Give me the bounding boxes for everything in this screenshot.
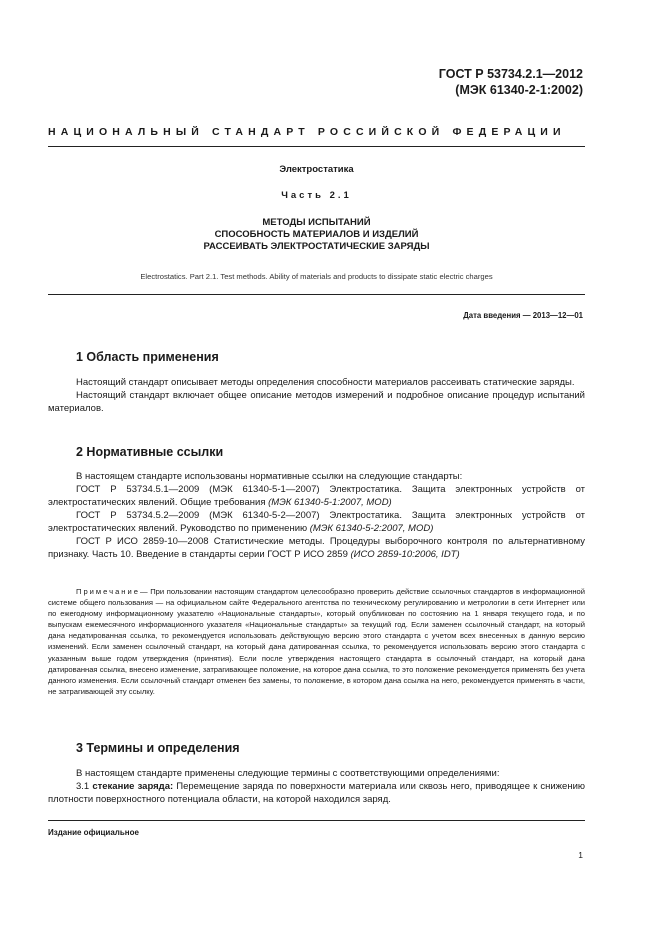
section-2-heading: 2 Нормативные ссылки xyxy=(76,445,224,459)
introduction-date: Дата введения — 2013—12—01 xyxy=(463,311,583,320)
page-number: 1 xyxy=(578,850,583,860)
edition-label: Издание официальное xyxy=(48,828,139,837)
reference-item: ГОСТ Р ИСО 2859-10—2008 Статистические методы. Процедуры выборочного контроля по альтернативному признаку. Часть 10. Введение в стандарты серии ГОСТ Р ИСО 2859 (ИСО 2859-10:2006, IDT) xyxy=(48,536,585,560)
term-definition: 3.1 стекание заряда: Перемещение заряда по поверхности материала или сквозь него, приводящее к снижению плотности поверхностного потенциала области, на которой находился заряд. xyxy=(48,781,585,805)
main-title xyxy=(48,217,585,253)
main-title-line: СПОСОБНОСТЬ МАТЕРИАЛОВ И ИЗДЕЛИЙ xyxy=(214,229,419,240)
header-rule xyxy=(48,146,585,147)
note-block xyxy=(48,586,585,697)
topic-title: Электростатика xyxy=(279,164,354,175)
part-title: Часть 2.1 xyxy=(281,190,352,201)
title-rule xyxy=(48,294,585,295)
term: стекание заряда: xyxy=(92,781,174,792)
paragraph: В настоящем стандарте использованы нормативные ссылки на следующие стандарты: xyxy=(76,471,463,482)
reference-item: ГОСТ Р 53734.5.1—2009 (МЭК 61340-5-1—2007) Электростатика. Защита электронных устройств от электростатических явлений. Общие требования (МЭК 61340-5-1:2007, MOD) xyxy=(48,484,585,508)
paragraph: Настоящий стандарт включает общее описание методов измерений и подробное описание процедур испытаний материалов. xyxy=(48,390,585,414)
reference-item: ГОСТ Р 53734.5.2—2009 (МЭК 61340-5-2—2007) Электростатика. Защита электронных устройств от электростатических явлений. Руководство по применению (МЭК 61340-5-2:2007, MOD) xyxy=(48,510,585,534)
paragraph: Настоящий стандарт описывает методы определения способности материалов рассеивать статические заряды. xyxy=(76,377,575,388)
main-title-line: РАССЕИВАТЬ ЭЛЕКТРОСТАТИЧЕСКИЕ ЗАРЯДЫ xyxy=(203,241,430,252)
section-1-heading: 1 Область применения xyxy=(76,350,219,364)
paragraph: В настоящем стандарте применены следующие термины с соответствующими определениями: xyxy=(76,768,500,779)
section-1-body xyxy=(48,376,585,415)
section-3-heading: 3 Термины и определения xyxy=(76,741,240,755)
section-3-body xyxy=(48,767,585,806)
footer-rule xyxy=(48,820,585,821)
main-title-line: МЕТОДЫ ИСПЫТАНИЙ xyxy=(262,217,371,228)
document-code xyxy=(439,66,583,98)
section-2-body xyxy=(48,470,585,561)
iec-number: (МЭК 61340-2-1:2002) xyxy=(455,83,583,97)
english-title: Electrostatics. Part 2.1. Test methods. Ability of materials and products to dissipate static electric charges xyxy=(140,272,493,281)
gost-number: ГОСТ Р 53734.2.1—2012 xyxy=(438,67,583,81)
note-label: Примечание xyxy=(76,587,140,596)
note-text: — При пользовании настоящим стандартом целесообразно проверить действие ссылочных стандартов в информационной системе общего пользования — на официальном сайте Федерального агентства по техническому регулированию и метрологии в сети Интернет или по ежегодному информационному указателю «Национальные стандарты», который опубликован по состоянию на 1 января текущего года, и по выпускам ежемесячного информационного указателя «Национальные стандарты» за текущий год. Если заменен ссылочный стандарт, на который дана недатированная ссылка, то рекомендуется использовать действующую версию этого стандарта с учетом всех внесенных в данную версию изменений. Если заменен ссылочный стандарт, на который дана датированная ссылка, то рекомендуется использовать версию этого стандарта с указанным выше годом утверждения (принятия). Если после утверждения настоящего стандарта в ссылочный стандарт, на который дана датированная ссылка, внесено изменение, затрагивающее положение, на которое дана ссылка, то это положение рекомендуется применять без учета данного изменения. Если ссылочный стандарт отменен без замены, то положение, в котором дана ссылка на него, рекомендуется применять в части, не затрагивающей эту ссылку. xyxy=(48,587,585,696)
national-standard-banner: НАЦИОНАЛЬНЫЙ СТАНДАРТ РОССИЙСКОЙ ФЕДЕРАЦИИ xyxy=(48,126,566,138)
